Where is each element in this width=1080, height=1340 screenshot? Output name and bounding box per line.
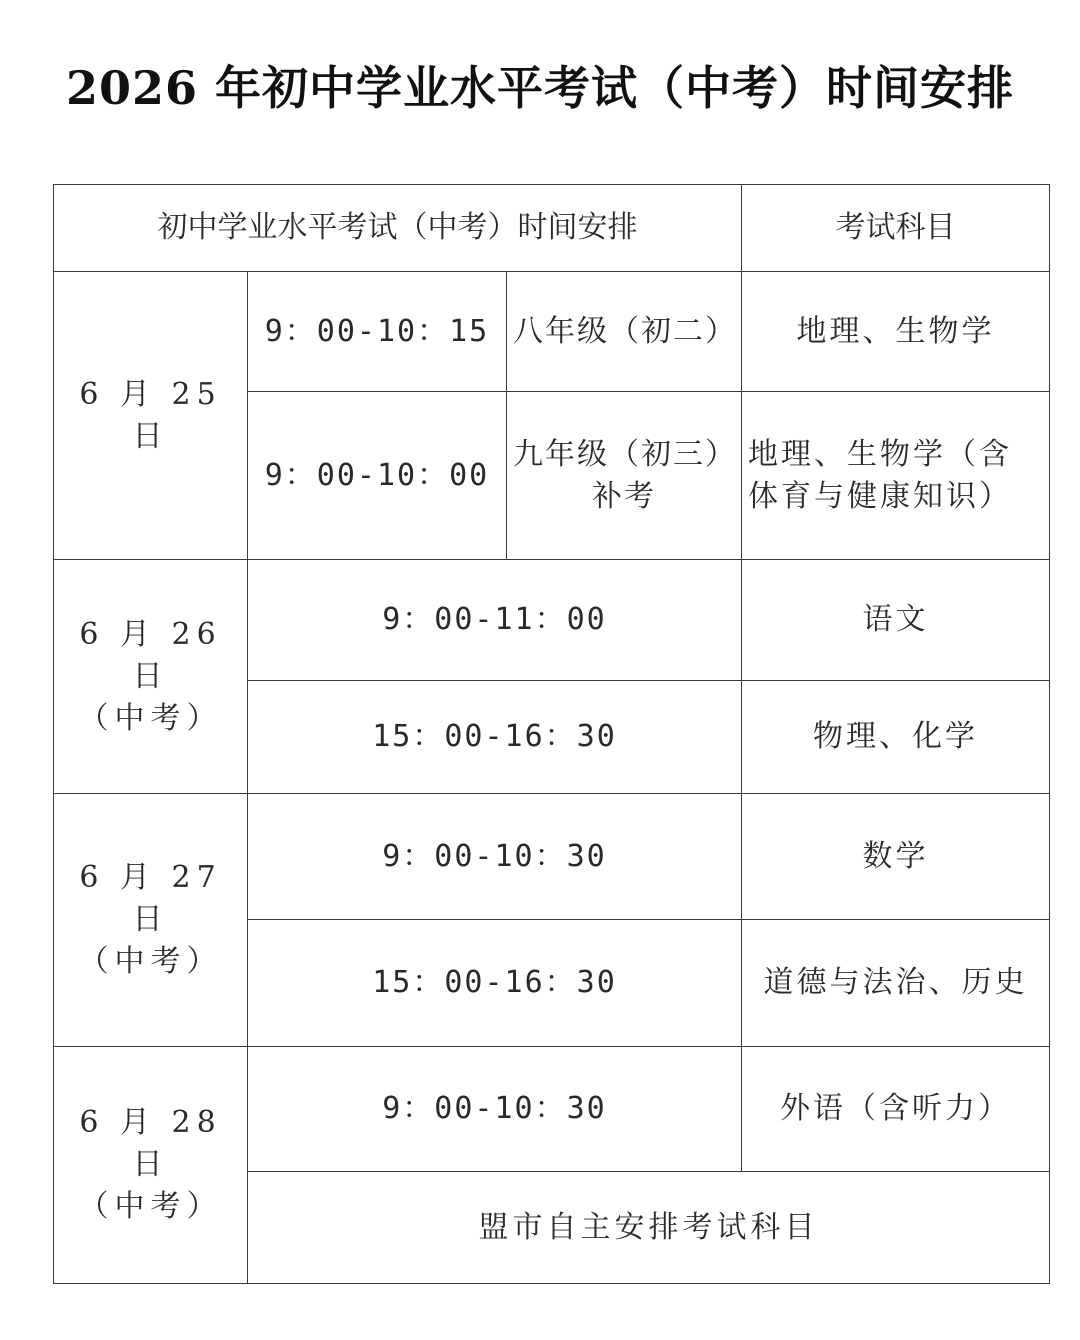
subject-cell: 物理、化学 [742, 681, 1050, 794]
header-subject: 考试科目 [742, 185, 1050, 272]
table-row [54, 272, 1050, 392]
exam-schedule-table [53, 184, 1050, 1284]
date-line: 6 月 27 日 [79, 860, 222, 937]
table-row [54, 794, 1050, 920]
time-cell: 9：00-10：15 [248, 272, 507, 392]
date-cell [54, 794, 248, 1047]
time-cell: 15：00-16：30 [248, 681, 742, 794]
date-note: （中考） [78, 1189, 223, 1224]
grade-line: 补考 [592, 478, 656, 514]
date-cell: 6 月 25 日 [54, 272, 248, 560]
table-row [54, 1047, 1050, 1172]
subject-cell: 数学 [742, 794, 1050, 920]
grade-cell [507, 392, 742, 560]
note-cell: 盟市自主安排考试科目 [248, 1172, 1050, 1284]
header-schedule: 初中学业水平考试（中考）时间安排 [54, 185, 742, 272]
date-note: （中考） [78, 700, 223, 736]
page-title: 2026 年初中学业水平考试（中考）时间安排 [65, 61, 1015, 115]
date-note: （中考） [78, 944, 223, 979]
date-line: 6 月 28 日 [79, 1105, 222, 1182]
subject-cell: 地理、生物学（含体育与健康知识） [742, 392, 1050, 560]
grade-cell: 八年级（初二） [507, 272, 742, 392]
subject-cell: 语文 [742, 560, 1050, 681]
time-cell: 15：00-16：30 [248, 920, 742, 1047]
date-cell [54, 560, 248, 794]
time-cell: 9：00-10：30 [248, 794, 742, 920]
subject-cell: 外语（含听力） [742, 1047, 1050, 1172]
subject-cell: 道德与法治、历史 [742, 920, 1050, 1047]
table-row [54, 560, 1050, 681]
table-header-row [54, 185, 1050, 272]
time-cell: 9：00-11：00 [248, 560, 742, 681]
date-line: 6 月 26 日 [79, 616, 222, 694]
time-cell: 9：00-10：30 [248, 1047, 742, 1172]
grade-line: 九年级（初三） [513, 436, 737, 472]
subject-cell: 地理、生物学 [742, 272, 1050, 392]
time-cell: 9：00-10：00 [248, 392, 507, 560]
date-cell [54, 1047, 248, 1284]
